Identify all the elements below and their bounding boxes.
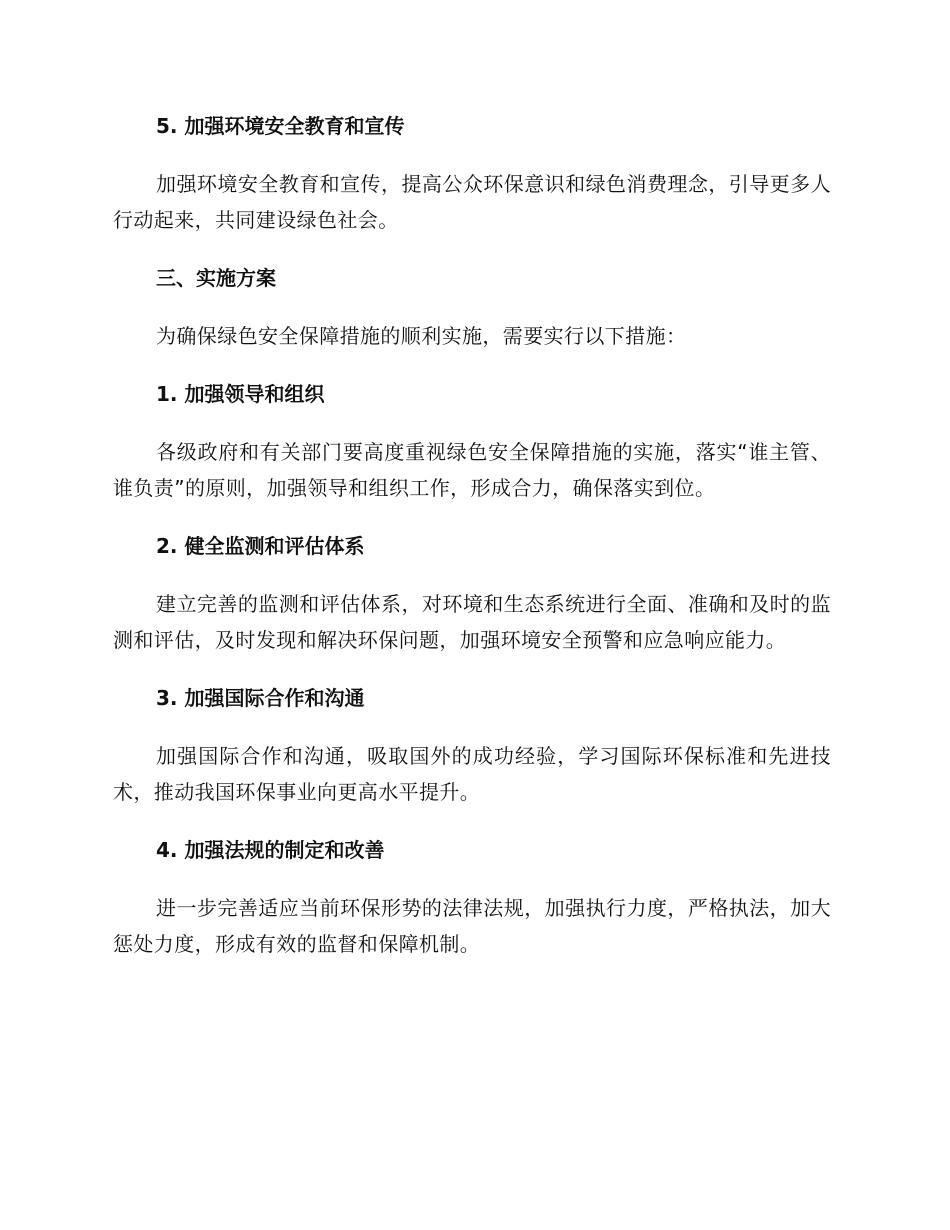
paragraph-leadership: 各级政府和有关部门要高度重视绿色安全保障措施的实施，落实“谁主管、谁负责”的原则，加强领导和组织工作，形成合力，确保落实到位。	[113, 440, 831, 500]
section-heading-3: 3. 加强国际合作和沟通	[156, 686, 365, 710]
paragraph-monitoring: 建立完善的监测和评估体系，对环境和生态系统进行全面、准确和及时的监测和评估，及时发现和解决环保问题，加强环境安全预警和应急响应能力。	[113, 592, 831, 652]
section-heading-4: 4. 加强法规的制定和改善	[156, 838, 385, 862]
document-page	[113, 108, 831, 984]
section-heading-5: 5. 加强环境安全教育和宣传	[156, 114, 405, 138]
paragraph-education: 加强环境安全教育和宣传，提高公众环保意识和绿色消费理念，引导更多人行动起来，共同建设绿色社会。	[113, 172, 831, 232]
paragraph-implementation-intro: 为确保绿色安全保障措施的顺利实施，需要实行以下措施：	[156, 324, 687, 348]
section-heading-implementation: 三、实施方案	[156, 266, 276, 290]
section-heading-1: 1. 加强领导和组织	[156, 382, 325, 406]
paragraph-international: 加强国际合作和沟通，吸取国外的成功经验，学习国际环保标准和先进技术，推动我国环保事业向更高水平提升。	[113, 744, 831, 804]
section-heading-2: 2. 健全监测和评估体系	[156, 534, 365, 558]
paragraph-regulations: 进一步完善适应当前环保形势的法律法规，加强执行力度，严格执法，加大惩处力度，形成有效的监督和保障机制。	[113, 896, 831, 956]
